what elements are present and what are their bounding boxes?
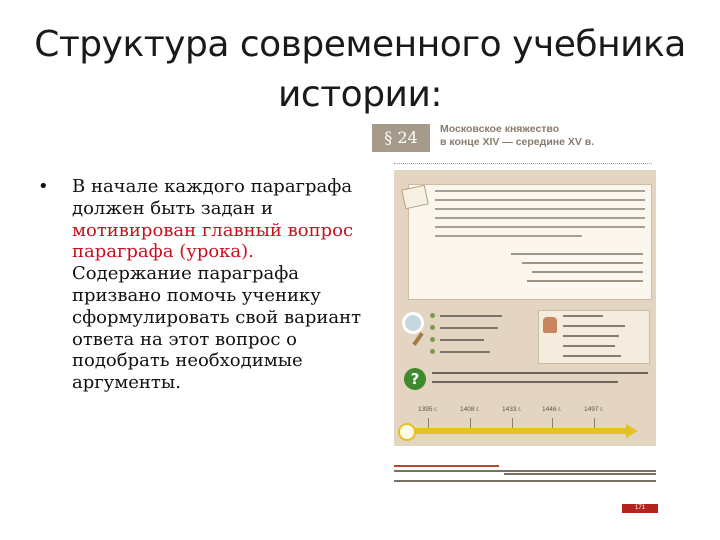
bullet-text-rest: Содержание параграфа призвано помочь ученику сформулировать свой вариант ответа на этот вопрос о подобрать необходимые аргументы. [72,263,362,394]
timeline-arrow-icon [626,424,638,438]
timeline-tick [512,418,513,428]
term-item [430,334,530,345]
question-icon: ? [404,368,426,390]
term-item [430,310,530,321]
magnifier-icon [402,312,424,334]
timeline-start-icon [398,423,416,441]
slide-title [0,20,720,120]
lesson-body-text [394,460,656,490]
slide-title-line-2: истории: [278,74,442,115]
bullet-text-intro: В начале каждого параграфа должен быть задан и [72,176,353,219]
header-divider [394,163,652,164]
timeline-year: 1446 г. [542,406,562,413]
timeline-year: 1433 г. [502,406,522,413]
bullet-text-highlight: мотивирован главный вопрос параграфа (урока). [72,219,354,263]
paragraph-title [440,123,680,149]
key-terms-row [408,306,650,360]
page-number: 171 [622,504,658,513]
rulers-list [538,310,650,364]
epigraph-box [408,184,652,300]
timeline-bar [406,428,628,434]
main-question-row [408,366,650,398]
bullet-marker: • [38,176,49,197]
lesson-intro-panel [394,170,656,446]
magnifier-handle [412,332,423,346]
term-item [430,346,530,357]
timeline-year: 1395 г. [418,406,438,413]
bullet-text [72,176,362,394]
paragraph-number: § 24 [372,124,430,152]
timeline-tick [470,418,471,428]
ruler-portrait-icon [543,317,557,333]
paragraph-title-line-1: Московское княжество [440,123,560,135]
epigraph-source [511,253,643,289]
main-question-text [432,372,648,390]
ruler-names [563,315,643,365]
textbook-page-image [372,118,682,523]
term-item [430,322,530,333]
timeline-tick [594,418,595,428]
timeline-tick [428,418,429,428]
slide-title-line-1: Структура современного учебника [34,24,686,65]
timeline-year: 1497 г. [584,406,604,413]
timeline [398,406,654,442]
paragraph-header [372,118,682,158]
timeline-year: 1408 г. [460,406,480,413]
quote-icon [401,185,429,210]
key-terms-list [430,310,530,358]
epigraph-text [435,190,645,244]
paragraph-title-line-2: в конце XIV — середине XV в. [440,136,595,148]
timeline-tick [552,418,553,428]
